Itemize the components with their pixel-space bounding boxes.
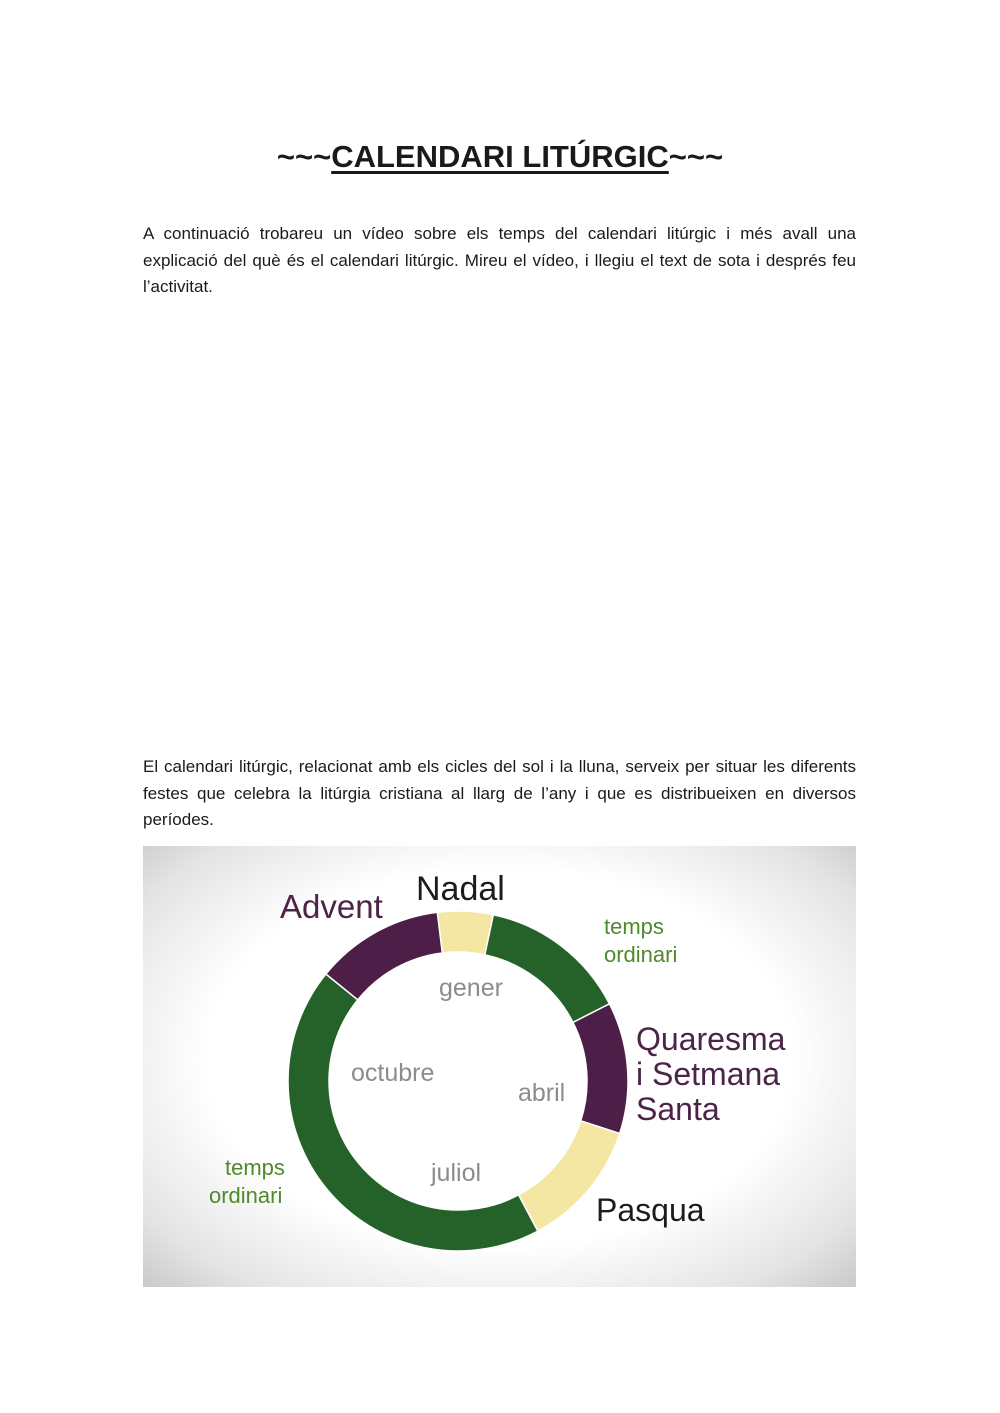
label-ordinari-1-line2: ordinari xyxy=(604,942,678,967)
label-quaresma-line1: Quaresma xyxy=(636,1021,786,1057)
page-title xyxy=(0,139,1000,175)
label-ordinari-1-line1: temps xyxy=(604,914,664,939)
title-prefix: ~~~ xyxy=(276,138,332,174)
label-pasqua: Pasqua xyxy=(596,1192,705,1228)
month-octubre: octubre xyxy=(351,1059,435,1087)
title-suffix: ~~~ xyxy=(668,138,724,174)
ring-segment-5 xyxy=(326,912,442,1000)
intro-paragraph: A continuació trobareu un vídeo sobre els temps del calendari litúrgic i més avall una explicació del què és el calendari litúrgic. Mireu el vídeo, i llegiu el text de sota i després feu l’activitat. xyxy=(143,224,856,296)
label-nadal: Nadal xyxy=(416,870,505,908)
month-abril: abril xyxy=(518,1079,566,1107)
liturgical-calendar-diagram xyxy=(143,846,856,1287)
ring-segment-0 xyxy=(437,911,493,955)
ring-segment-4 xyxy=(288,974,538,1251)
label-ordinari-2-line2: ordinari xyxy=(209,1183,283,1208)
description-paragraph: El calendari litúrgic, relacionat amb els cicles del sol i la lluna, serveix per situar les diferents festes que celebra la litúrgia cristiana al llarg de l’any i que es distribueixen en diversos períodes. xyxy=(143,757,856,829)
month-gener: gener xyxy=(439,974,503,1002)
title-main: CALENDARI LITÚRGIC xyxy=(331,138,669,174)
month-juliol: juliol xyxy=(431,1159,482,1187)
ring-segment-2 xyxy=(573,1004,628,1134)
video-placeholder xyxy=(143,315,856,740)
label-quaresma-line2: i Setmana xyxy=(636,1056,781,1092)
label-ordinari-2-line1: temps xyxy=(225,1155,285,1180)
ring-segment-1 xyxy=(485,915,610,1023)
label-quaresma-line3: Santa xyxy=(636,1091,720,1127)
label-advent: Advent xyxy=(280,888,383,925)
